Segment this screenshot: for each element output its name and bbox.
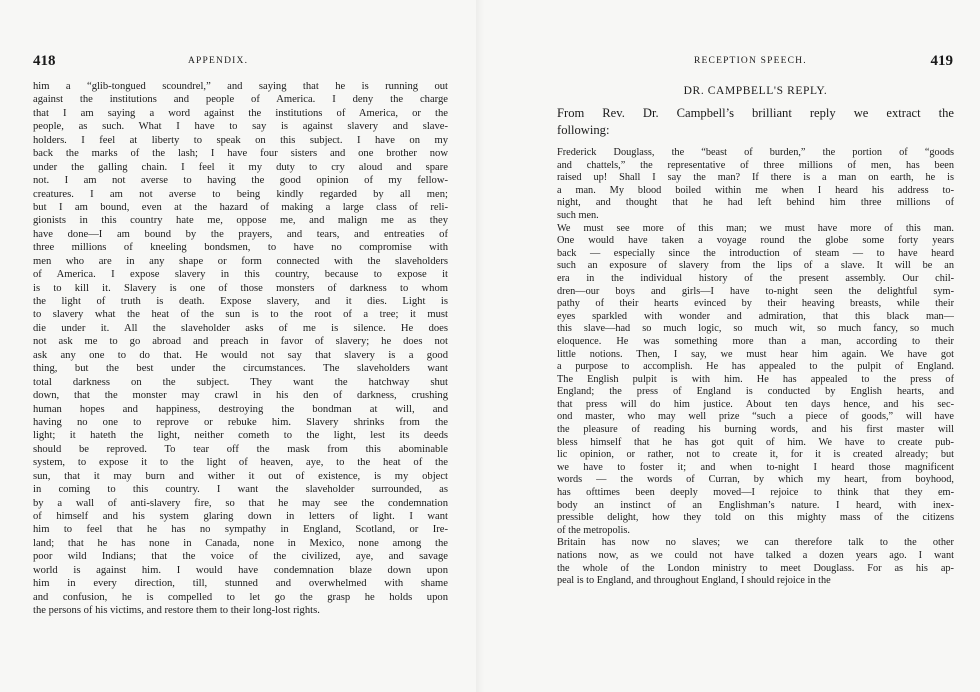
text-line: him in every direction, till, stunned and overwhelmed with shame [33, 578, 448, 590]
text-line: that press will do him justice. About ten days hence, and his sec- [557, 398, 954, 410]
left-page-number: 418 [33, 53, 56, 69]
text-line: poor wild Indians; that the voice of the civilized, aye, and savage [33, 551, 448, 563]
text-line: people, as such. What I have to say is against slavery and slave- [33, 121, 448, 133]
text-line: pressible delight, how they told on this mighty mass of the citizens [557, 512, 954, 524]
text-line: ask any one to do that. He would not say that slavery is a good [33, 349, 448, 361]
reply-text [557, 147, 954, 588]
right-page [480, 0, 980, 692]
text-line: three millions of kneeling bondsmen, to have no compromise with [33, 242, 448, 254]
text-line: such men. [557, 209, 599, 221]
text-line: Frederick Douglass, the “beast of burden,” the portion of “goods [557, 147, 954, 158]
text-line: back the marks of the lash; I have four sisters and one brother now [33, 148, 448, 160]
text-line: pathy of their hearts evinced by their heaving breasts, while their [557, 298, 954, 310]
text-line: system, to expose it to the light of heaven, aye, to the heat of the [33, 457, 448, 469]
text-line: raised up! Shall I say the man? If there is a man on earth, he is [557, 172, 954, 184]
text-line: the persons of his victims, and restore them to their long-lost rights. [33, 605, 320, 617]
text-line: in coming to this country. I want the slaveholder surrounded, as [33, 484, 448, 496]
text-line: that I am saying a word against the institutions of America, or the [33, 107, 448, 119]
text-line: night, and thought that he had left behind him three millions of [557, 197, 954, 209]
text-line: holders. I feel at liberty to speak on this subject. I have on my [33, 134, 448, 146]
text-line: body an instinct of an Englishman’s nature. I heard, with inex- [557, 499, 954, 511]
text-line: dren—our boys and girls—I have to-night seen the delightful sym- [557, 285, 954, 297]
text-line: From Rev. Dr. Campbell’s brilliant reply we extract the [557, 106, 954, 120]
text-line: The English pulpit is with him. He has appealed to the press of [557, 373, 954, 385]
paragraph-spacer [557, 139, 954, 147]
text-line: Britain has now no slaves; we can therefore talk to the other [557, 537, 954, 549]
right-text-column [557, 80, 954, 588]
text-line: a man. My blood boiled within me when I heard his address to- [557, 184, 954, 196]
text-line: total darkness on the subject. They want the hatchway shut [33, 376, 448, 388]
text-line: is to kill it. Slavery is one of those monsters of darkness to whom [33, 282, 448, 294]
left-page [0, 0, 480, 692]
text-line: bless himself that he has got quit of him. We have to create pub- [557, 436, 954, 448]
text-line: die under it. All the slaveholder asks of me is silence. He does [33, 322, 448, 334]
text-line: not. I am not averse to having the good opinion of my fellow- [33, 175, 448, 187]
text-line: we have to foster it; and when to-night I heard those magnificent [557, 461, 954, 473]
text-line: and confusion, he is compelled to let go the grasp he holds upon [33, 591, 448, 603]
text-line: nations now, as we could not have talked a dozen years ago. I want [557, 550, 954, 561]
text-line: should be reproved. To tear off the mask from this abominable [33, 443, 448, 455]
text-line: gionists in this country hate me, oppose me, and malign me as they [33, 215, 448, 227]
text-line: down, that the monster may crawl in his den of darkness, crushing [33, 390, 448, 402]
intro-paragraph [557, 105, 954, 139]
text-line: but I am bound, even at the hazard of making a large class of reli- [33, 201, 448, 213]
text-line: ond master, who may well prize “such a piece of goods,” will have [557, 411, 954, 423]
text-line: light; it hateth the light, neither cometh to the light, lest its deeds [33, 430, 448, 442]
text-line: the whole of the London ministry to meet Douglass. For as his ap- [557, 562, 954, 574]
text-line: this slave—had so much logic, so much wit, so much fancy, so much [557, 323, 954, 335]
text-line: such an exposure of slavery from the lips of a slave. It will be an [557, 260, 954, 272]
right-running-head [557, 53, 953, 72]
text-line: words — the words of Curran, by which my heart, from boyhood, [557, 474, 954, 486]
text-line: has ofttimes been deeply moved—I rejoice to think that they em- [557, 487, 954, 499]
left-text-column [33, 80, 448, 618]
text-line: sun, that it may burn and wither it out of existence, is my object [33, 470, 448, 482]
text-line: of the metropolis. [557, 524, 630, 536]
text-line: of himself and his system glaring down in letters of light. I want [33, 511, 448, 522]
text-line: lic opinion, or rather, not to create it, for it is created already; but [557, 449, 954, 461]
text-line: world is against him. I would have condemnation blaze down upon [33, 564, 448, 576]
text-line: have done—I am bound by the prayers, and tears, and entreaties of [33, 228, 448, 240]
text-line: peal is to England, and throughout England, I should rejoice in the [557, 575, 831, 587]
text-line: eyes sparkled with wonder and admiration, that this black man— [557, 310, 954, 322]
text-line: men who are in any shape or form connected with the slaveholders [33, 255, 448, 267]
text-line: the pleasure of reading his burning words, and his first master will [557, 424, 954, 436]
section-title: DR. CAMPBELL'S REPLY. [683, 85, 828, 97]
left-running-head [33, 53, 446, 72]
text-line: under the galling chain. I feel it my duty to cry aloud and spare [33, 161, 448, 173]
text-line: by a wall of anti-slavery fire, so that he may see the condemnation [33, 497, 448, 509]
text-line: against the institutions and people of America. I deny the charge [33, 94, 448, 106]
left-running-title: APPENDIX. [188, 56, 249, 66]
text-line: We must see more of this man; we must have more of this man. [557, 222, 954, 234]
text-line: to slavery what the heat of the sun is to the root of a tree; it must [33, 309, 448, 321]
text-line: era in the individual history of the present assembly. Our chil- [557, 272, 954, 284]
text-line: the light of truth is death. Expose slavery, and it dies. Light is [33, 296, 448, 307]
text-line: having no one to reprove or rebuke him. Slavery shrinks from the [33, 416, 448, 428]
text-line: him a “glib-tongued scoundrel,” and saying that he is running out [33, 81, 448, 92]
right-running-title: RECEPTION SPEECH. [694, 56, 807, 66]
text-line: eloquence. He was something more than a man, according to their [557, 335, 954, 347]
text-line: back — especially since the introduction of steam — to have heard [557, 247, 954, 259]
text-line: little notions. Then, I say, we must hear him again. We have got [557, 348, 954, 360]
text-line: human hopes and happiness, destroying the bondman at will, and [33, 403, 448, 415]
text-line: thing, but the best under the circumstances. The slaveholders want [33, 363, 448, 375]
text-line: and chattels,” the representative of three millions of men, has been [557, 159, 954, 171]
text-line: following: [557, 123, 610, 137]
right-page-number: 419 [930, 53, 953, 69]
text-line: land; that he has none in Canada, none in Mexico, none among the [33, 537, 448, 549]
text-line: England; the press of England is conducted by English hearts, and [557, 386, 954, 398]
text-line: not ask me to go abroad and preach in favor of slavery; he does not [33, 336, 448, 348]
text-line: him to feel that he has no sympathy in England, Scotland, or Ire- [33, 524, 448, 536]
text-line: a purpose to accomplish. He has appealed to the pulpit of England. [557, 361, 954, 373]
text-line: creatures. I am not averse to being kindly regarded by all men; [33, 188, 448, 200]
text-line: One would have taken a voyage round the globe some forty years [557, 235, 954, 247]
text-line: of America. I expose slavery in this country, because to expose it [33, 269, 448, 281]
